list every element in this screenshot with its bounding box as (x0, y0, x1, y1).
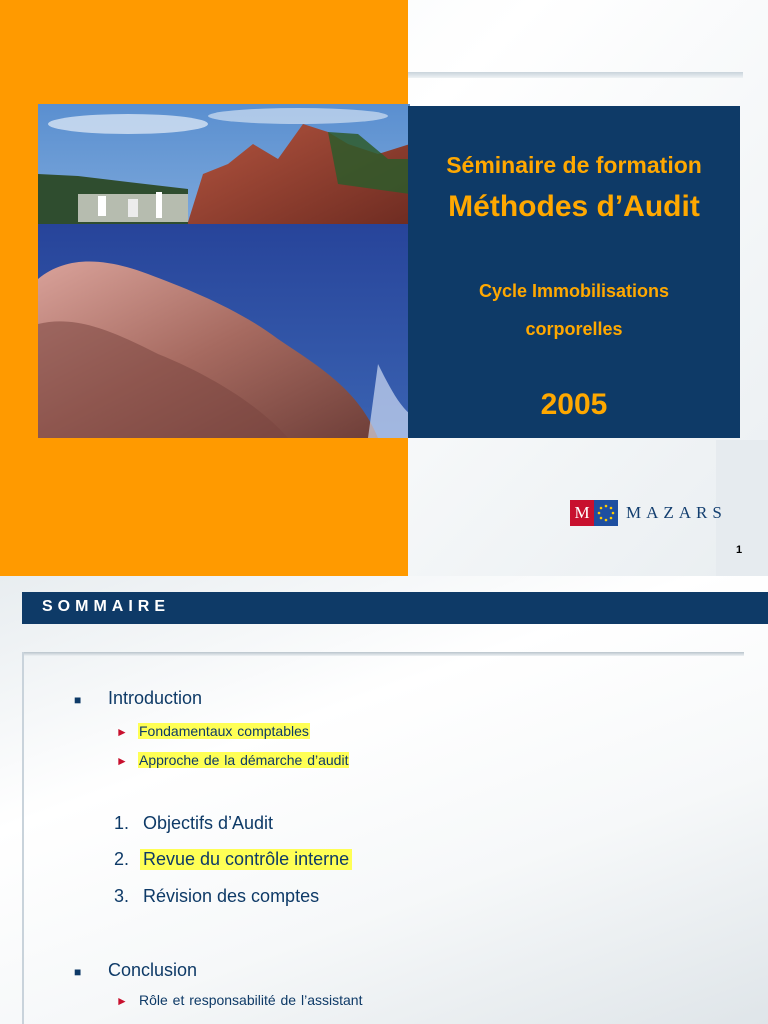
intro-item-1: Fondamentaux comptables (139, 723, 309, 739)
cycle-line-2: corporelles (525, 319, 623, 339)
coastal-rocks-photo (38, 104, 410, 438)
arrow-right-icon: ► (116, 725, 128, 739)
sommaire-title: SOMMAIRE (42, 598, 170, 615)
intro-item-2: Approche de la démarche d’audit (139, 752, 349, 768)
content-top-rule (22, 652, 744, 656)
logo-stars-icon (594, 500, 618, 526)
sommaire-header-bar (22, 592, 768, 624)
content-left-rule (22, 652, 24, 1024)
section-number-2: 2. (114, 849, 130, 869)
agenda-slide (0, 576, 768, 1024)
top-divider (408, 72, 743, 78)
logo-wordmark: MAZARS (626, 503, 727, 522)
title-panel (408, 106, 740, 438)
section-label-2: Revue du contrôle interne (140, 849, 352, 870)
logo-red-square: M (570, 500, 594, 526)
section-label-3: Révision des comptes (143, 886, 320, 906)
section-number-1: 1. (114, 813, 130, 833)
intro-heading: Introduction (108, 688, 203, 708)
cycle-line-1: Cycle Immobilisations (478, 281, 670, 301)
conclusion-heading: Conclusion (108, 960, 198, 980)
arrow-right-icon: ► (116, 754, 128, 768)
bullet-square-icon: ■ (74, 965, 82, 979)
conclusion-item-1: Rôle et responsabilité de l’assistant (139, 992, 363, 1008)
seminar-subtitle: Séminaire de formation (446, 152, 702, 178)
section-label-1: Objectifs d’Audit (143, 813, 274, 833)
mazars-logo (570, 500, 727, 526)
section-number-3: 3. (114, 886, 130, 906)
page-number: 1 (736, 544, 743, 556)
seminar-year: 2005 (540, 388, 608, 421)
arrow-right-icon: ► (116, 994, 128, 1008)
seminar-title: Méthodes d’Audit (448, 190, 700, 223)
bullet-square-icon: ■ (74, 693, 82, 707)
